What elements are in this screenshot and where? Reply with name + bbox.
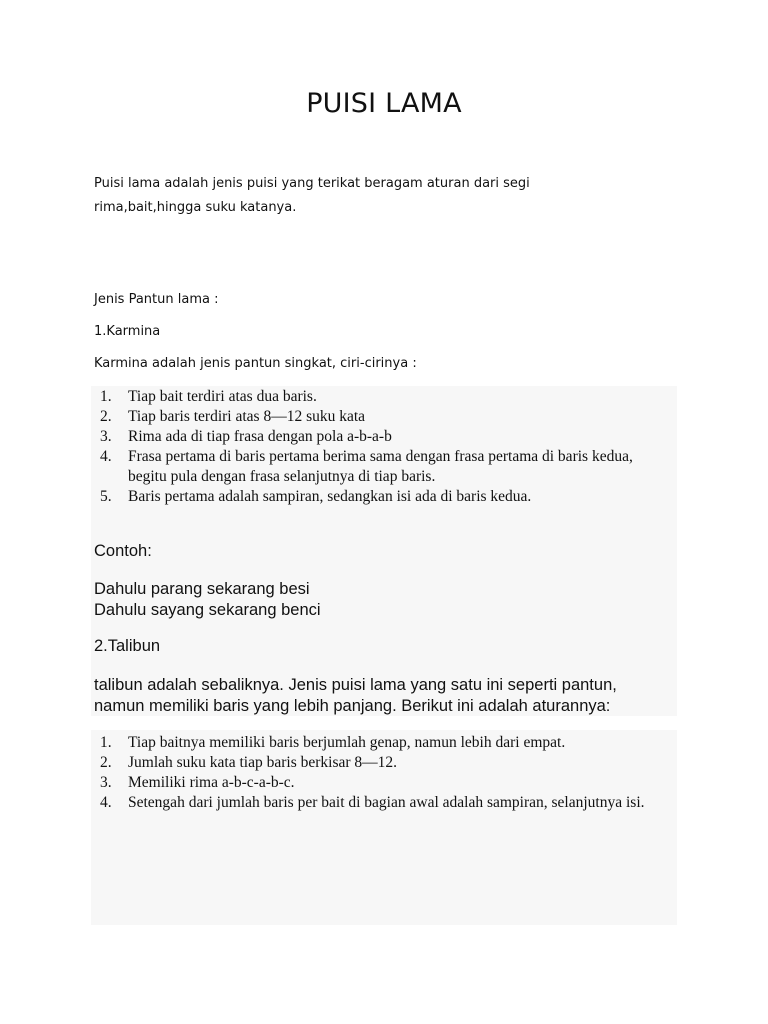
intro-line-1: Puisi lama adalah jenis puisi yang terikat beragam aturan dari segi (94, 176, 530, 191)
list-number: 1. (100, 388, 112, 405)
talibun-rules-list (100, 733, 670, 813)
list-number: 5. (100, 488, 112, 505)
list-number: 1. (100, 734, 112, 751)
list-text: Tiap baris terdiri atas 8—12 suku kata (128, 408, 366, 425)
talibun-description (94, 675, 684, 717)
karmina-rules-list (100, 387, 670, 507)
jenis-pantun-heading: Jenis Pantun lama : (94, 292, 219, 307)
list-text: Frasa pertama di baris pertama berima sama dengan frasa pertama di baris kedua, begitu pula dengan frasa selanjutnya di tiap baris. (128, 448, 633, 485)
karmina-heading: 1.Karmina (94, 324, 161, 339)
list-number: 2. (100, 754, 112, 771)
karmina-description: Karmina adalah jenis pantun singkat, ciri-cirinya : (94, 356, 417, 371)
list-text: Tiap bait terdiri atas dua baris. (128, 388, 317, 405)
example-line-2: Dahulu sayang sekarang benci (94, 601, 321, 619)
list-number: 2. (100, 408, 112, 425)
list-item (100, 487, 670, 507)
talibun-description-line-1: talibun adalah sebaliknya. Jenis puisi lama yang satu ini seperti pantun, (94, 676, 617, 694)
list-item (100, 387, 670, 407)
list-number: 3. (100, 774, 112, 791)
list-item (100, 753, 670, 773)
intro-paragraph (94, 172, 614, 220)
list-number: 3. (100, 428, 112, 445)
list-text: Tiap baitnya memiliki baris berjumlah genap, namun lebih dari empat. (128, 734, 566, 751)
talibun-description-line-2: namun memiliki baris yang lebih panjang. Berikut ini adalah aturannya: (94, 697, 611, 715)
talibun-heading: 2.Talibun (94, 637, 161, 655)
list-number: 4. (100, 448, 112, 465)
list-text: Memiliki rima a-b-c-a-b-c. (128, 774, 295, 791)
list-number: 4. (100, 794, 112, 811)
example-label: Contoh: (94, 542, 152, 560)
list-item (100, 773, 670, 793)
list-item (100, 427, 670, 447)
example-pantun (94, 579, 321, 621)
list-item (100, 793, 670, 813)
list-text: Rima ada di tiap frasa dengan pola a-b-a-b (128, 428, 392, 445)
list-item (100, 447, 670, 487)
list-text: Baris pertama adalah sampiran, sedangkan isi ada di baris kedua. (128, 488, 532, 505)
list-item (100, 407, 670, 427)
list-item (100, 733, 670, 753)
list-text: Setengah dari jumlah baris per bait di bagian awal adalah sampiran, selanjutnya isi. (128, 794, 645, 811)
list-text: Jumlah suku kata tiap baris berkisar 8—12. (128, 754, 398, 771)
document-title: PUISI LAMA (306, 88, 462, 119)
intro-line-2: rima,bait,hingga suku katanya. (94, 200, 297, 215)
example-line-1: Dahulu parang sekarang besi (94, 580, 310, 598)
